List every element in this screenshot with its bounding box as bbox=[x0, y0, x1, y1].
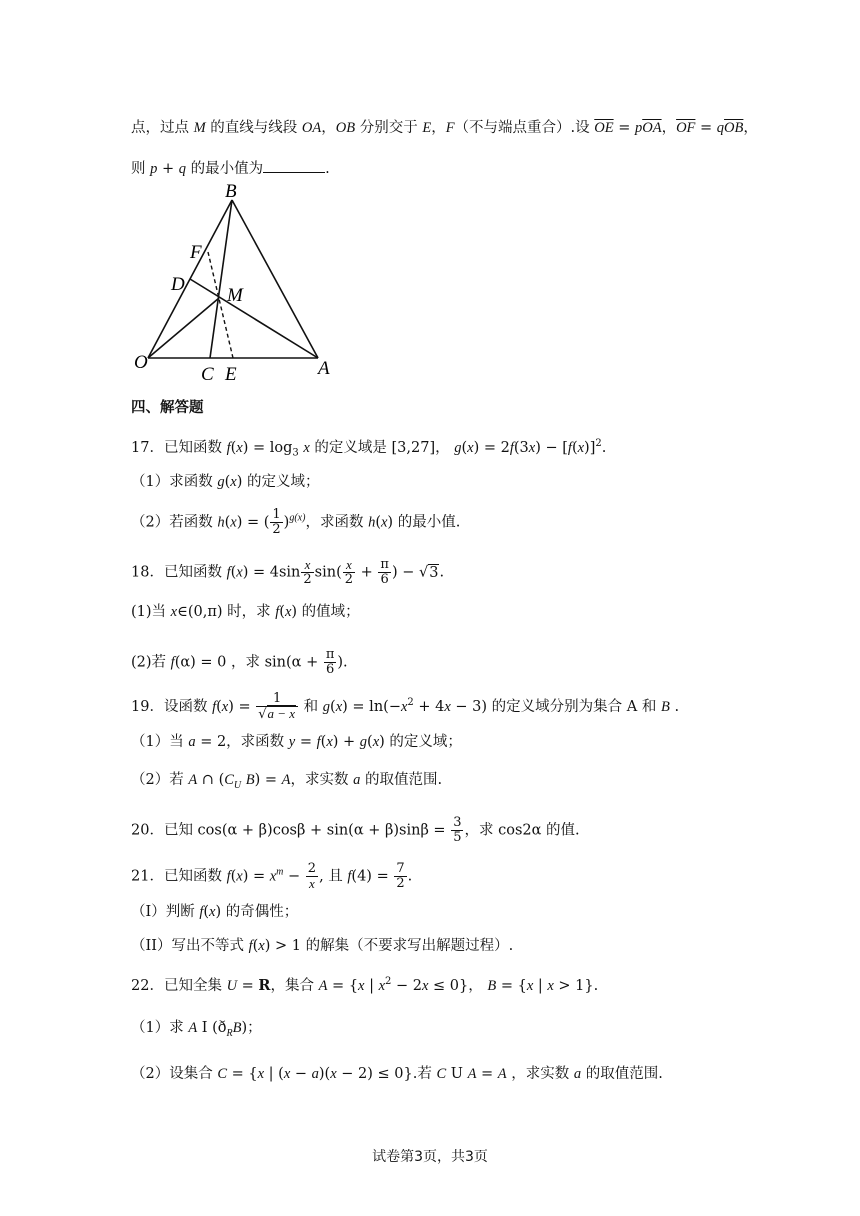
q21-part2: （II）写出不等式 f(x) > 1 的解集（不要求写出解题过程）. bbox=[131, 938, 514, 954]
label-B: B bbox=[225, 181, 237, 202]
answer-blank bbox=[263, 158, 325, 173]
q17-part2: （2）若函数 h(x) = ( $\frac{1}{2}$ )$^{g(x)}$，求函数 h(x) 的最小值. bbox=[131, 507, 461, 537]
label-D: D bbox=[171, 274, 185, 295]
q18-part2: (2)若 f(α) = 0 ，求 sin(α + $\frac{\pi}{6}$ ). bbox=[131, 647, 348, 677]
segment-AD bbox=[190, 279, 318, 358]
label-A: A bbox=[318, 358, 330, 379]
label-M: M bbox=[227, 285, 243, 306]
q18-stem: 18．已知函数 f(x) = 4sin $\frac{x}{2}$ sin( $\frac{x}{2}$ + $\frac{\pi}{6}$ ) − √3. bbox=[131, 557, 445, 587]
label-E: E bbox=[225, 364, 237, 385]
section-title: 四、解答题 bbox=[131, 400, 204, 416]
q22-stem: 22．已知全集 U = R，集合 A = {x | $x^2 - 2x \le 0$}， B = {x | x > 1}. bbox=[131, 976, 599, 994]
q19-stem: 19．设函数 f(x) = $\frac{1}{√a - x}$ 和 $g(x) = \ln(-x^2 + 4x - 3)$ 的定义域分别为集合 A 和 B . bbox=[131, 691, 680, 722]
page-footer: 试卷第3页，共3页 bbox=[372, 1149, 488, 1165]
q20-stem: 20．已知 cos(α + β)cosβ + sin(α + β)sinβ = $\frac{3}{5}$ ，求 cos2α 的值. bbox=[131, 815, 580, 845]
label-F: F bbox=[190, 242, 202, 263]
label-O: O bbox=[134, 352, 148, 373]
q18-part1: (1)当 x∈(0,π) 时，求 f(x) 的值域； bbox=[131, 604, 360, 620]
q21-part1: （I）判断 f(x) 的奇偶性； bbox=[131, 904, 299, 920]
q19-part1: （1）当 a = 2，求函数 y = f(x) + g(x) 的定义域； bbox=[131, 734, 462, 750]
triangle-figure bbox=[128, 180, 348, 385]
segment-BA bbox=[232, 200, 318, 358]
q19-part2: （2）若 A ∩ ($C_U$ B) = A，求实数 a 的取值范围. bbox=[131, 772, 443, 791]
q17-stem: 17．已知函数 $f(x) = \log_3 x$ 的定义域是 [3,27]， $g(x) = 2f(3x) - [f(x)]^2$. bbox=[131, 438, 607, 459]
q17-part1: （1）求函数 g(x) 的定义域； bbox=[131, 474, 320, 490]
problem16-line1: 点，过点 M 的直线与线段 OA，OB 分别交于 E，F（不与端点重合）.设 $\overline{OE} = p\overline{OA}$，$\overline{OF} = q\overline{OB}$， bbox=[131, 120, 758, 136]
q22-part1: （1）求 A I $(ð_RB)$； bbox=[131, 1020, 262, 1039]
label-C: C bbox=[201, 364, 214, 385]
problem16-line2: 则 p + q 的最小值为 . bbox=[131, 158, 330, 179]
segment-BC bbox=[210, 200, 232, 358]
q22-part2: （2）设集合 C = {x | (x − a)(x − 2) ≤ 0}.若 C U A = A ，求实数 a 的取值范围. bbox=[131, 1066, 663, 1082]
segment-OM bbox=[148, 298, 219, 358]
q21-stem: 21．已知函数 $f(x) = x^m$ − $\frac{2}{x}$ , 且 f(4) = $\frac{7}{2}$ . bbox=[131, 861, 413, 891]
